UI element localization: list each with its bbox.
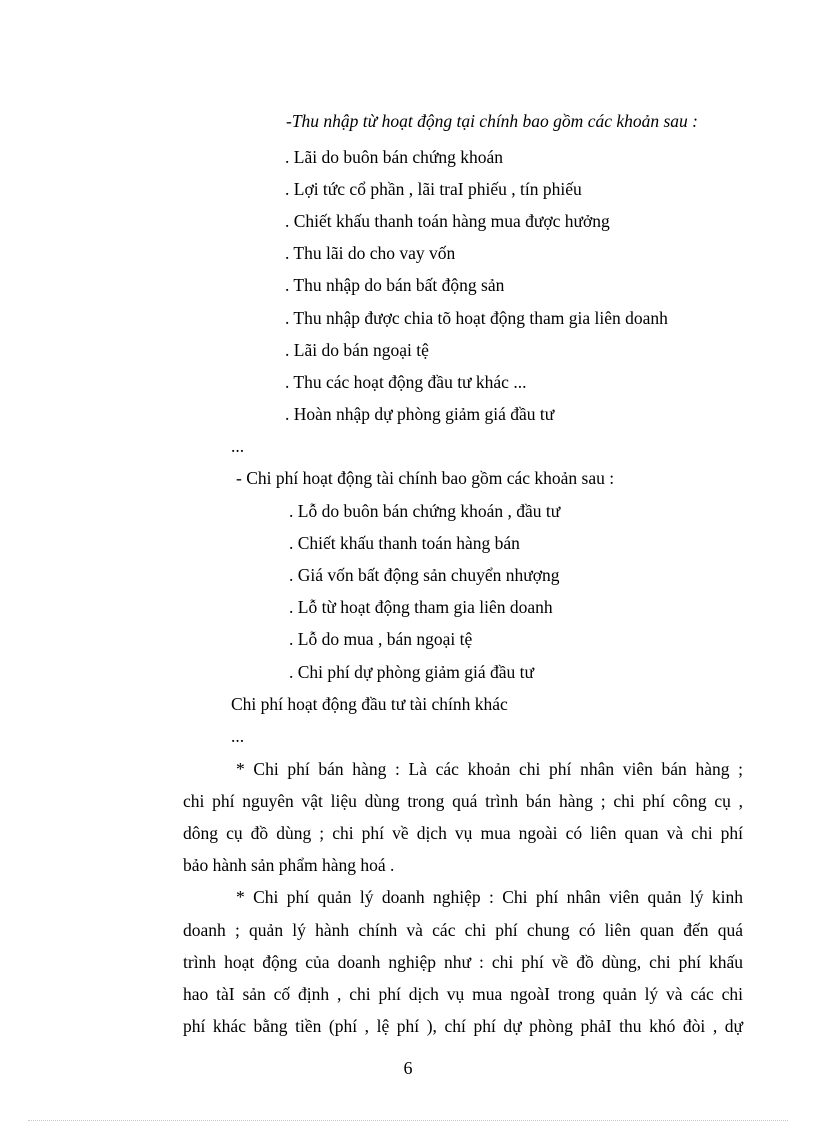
expense-item: . Giá vốn bất động sản chuyển nhượng	[289, 565, 560, 585]
admin-expense-line: hao tàI sản cố định , chi phí dịch vụ mua ngoàI trong quản lý và các chi	[183, 984, 743, 1004]
income-item: . Thu nhập do bán bất động sản	[285, 275, 505, 295]
income-item: . Thu nhập được chia tõ hoạt động tham gia liên doanh	[285, 308, 668, 328]
selling-expense-line: dông cụ đồ dùng ; chi phí về dịch vụ mua ngoài có liên quan và chi phí	[183, 823, 743, 843]
income-item: . Lợi tức cổ phần , lãi traI phiếu , tín phiếu	[285, 179, 582, 199]
selling-expense-line: chi phí nguyên vật liệu dùng trong quá trình bán hàng ; chi phí công cụ ,	[183, 791, 743, 811]
selling-expense-line: bảo hành sản phẩm hàng hoá .	[183, 855, 395, 875]
expense-item: . Lỗ do mua , bán ngoại tệ	[289, 629, 473, 649]
income-item: . Chiết khấu thanh toán hàng mua được hưởng	[285, 211, 610, 231]
income-item: . Thu lãi do cho vay vốn	[285, 243, 456, 263]
admin-expense-line: trình hoạt động của doanh nghiệp như : chi phí về đồ dùng, chi phí khấu	[183, 952, 743, 972]
income-item: . Hoàn nhập dự phòng giảm giá đầu tư	[285, 404, 555, 424]
admin-expense-line: * Chi phí quản lý doanh nghiệp : Chi phí nhân viên quản lý kinh	[236, 887, 743, 907]
page-bottom-divider	[28, 1120, 788, 1121]
expense-item: . Chiết khấu thanh toán hàng bán	[289, 533, 520, 553]
other-expense-line: Chi phí hoạt động đầu tư tài chính khác	[231, 694, 508, 714]
income-item: . Lãi do bán ngoại tệ	[285, 340, 429, 360]
expense-heading: - Chi phí hoạt động tài chính bao gồm các khoản sau :	[236, 468, 615, 488]
admin-expense-line: phí khác bằng tiền (phí , lệ phí ), chí phí dự phòng phảI thu khó đòi , dự	[183, 1016, 743, 1036]
selling-expense-line: * Chi phí bán hàng : Là các khoản chi phí nhân viên bán hàng ;	[236, 759, 743, 779]
income-heading: -Thu nhập từ hoạt động tại chính bao gồm các khoản sau :	[286, 111, 699, 131]
income-item: . Lãi do buôn bán chứng khoán	[285, 147, 503, 167]
ellipsis: ...	[231, 436, 245, 456]
expense-item: . Lỗ do buôn bán chứng khoán , đầu tư	[289, 501, 561, 521]
income-item: . Thu các hoạt động đầu tư khác ...	[285, 372, 527, 392]
admin-expense-line: doanh ; quản lý hành chính và các chi phí chung có liên quan đến quá	[183, 920, 743, 940]
expense-item: . Lỗ từ hoạt động tham gia liên doanh	[289, 597, 553, 617]
ellipsis: ...	[231, 726, 245, 746]
expense-item: . Chi phí dự phòng giảm giá đầu tư	[289, 662, 534, 682]
page-number: 6	[403, 1058, 413, 1078]
